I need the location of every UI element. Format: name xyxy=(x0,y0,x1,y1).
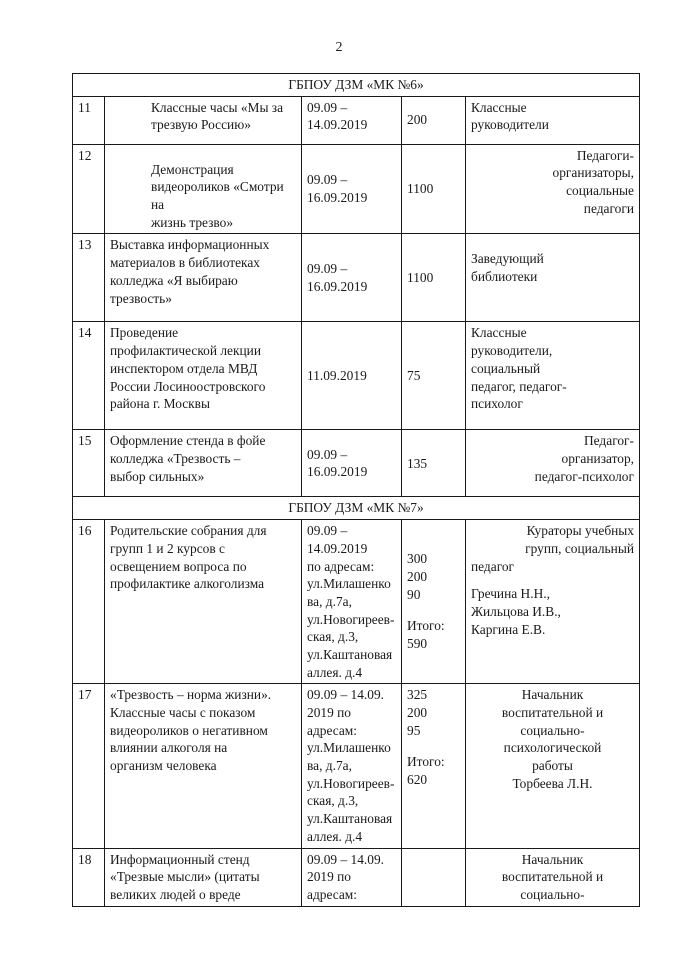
event-cell: Выставка информационных материалов в библиотеках колледжа «Я выбираю трезвость» xyxy=(105,234,302,322)
count-cell: 200 xyxy=(402,96,466,144)
count-cell xyxy=(402,848,466,906)
event-cell: Классные часы «Мы за трезвую Россию» xyxy=(105,96,302,144)
count-cell: 325 200 95 Итого: 620 xyxy=(402,684,466,848)
row-number: 16 xyxy=(73,520,105,684)
responsible-cell: Классные руководители xyxy=(466,96,640,144)
table-row xyxy=(73,520,640,684)
responsible-cell: Заведующий библиотеки xyxy=(466,234,640,322)
table-row xyxy=(73,234,640,322)
date-cell: 09.09 – 14.09. 2019 по адресам: ул.Милашенко ва, д.7а, ул.Новогиреев- ская, д.3, ул.Каштановая аллея. д.4 xyxy=(302,684,402,848)
row-number: 12 xyxy=(73,144,105,234)
table-row xyxy=(73,848,640,906)
date-cell: 09.09 – 14.09.2019 xyxy=(302,96,402,144)
page-number: 2 xyxy=(335,40,343,55)
event-cell: Демонстрация видеороликов «Смотри на жизнь трезво» xyxy=(105,144,302,234)
date-cell: 11.09.2019 xyxy=(302,322,402,430)
section-title: ГБПОУ ДЗМ «МК №6» xyxy=(73,74,640,97)
row-number: 14 xyxy=(73,322,105,430)
table-row xyxy=(73,684,640,848)
section-header xyxy=(73,497,640,520)
date-cell: 09.09 – 16.09.2019 xyxy=(302,234,402,322)
table-row xyxy=(73,96,640,144)
section-header xyxy=(73,74,640,97)
table-row xyxy=(73,144,640,234)
count-cell: 1100 xyxy=(402,234,466,322)
row-number: 18 xyxy=(73,848,105,906)
event-cell: Оформление стенда в фойе колледжа «Трезвость – выбор сильных» xyxy=(105,430,302,497)
date-cell: 09.09 – 16.09.2019 xyxy=(302,430,402,497)
event-cell: Родительские собрания для групп 1 и 2 курсов с освещением вопроса по профилактике алкоголизма xyxy=(105,520,302,684)
count-cell: 300 200 90 Итого: 590 xyxy=(402,520,466,684)
event-cell: Проведение профилактической лекции инспектором отдела МВД России Лосиноостровского района г. Москвы xyxy=(105,322,302,430)
row-number: 11 xyxy=(73,96,105,144)
row-number: 15 xyxy=(73,430,105,497)
events-table xyxy=(72,73,640,907)
date-cell: 09.09 – 14.09.2019 по адресам: ул.Милашенко ва, д.7а, ул.Новогиреев- ская, д.3, ул.Каштановая аллея. д.4 xyxy=(302,520,402,684)
responsible-cell: Педагог- организатор, педагог-психолог xyxy=(466,430,640,497)
date-cell: 09.09 – 14.09. 2019 по адресам: xyxy=(302,848,402,906)
event-cell: Информационный стенд «Трезвые мысли» (цитаты великих людей о вреде xyxy=(105,848,302,906)
count-cell: 75 xyxy=(402,322,466,430)
row-number: 17 xyxy=(73,684,105,848)
responsible-cell: Классные руководители, социальный педагог, педагог- психолог xyxy=(466,322,640,430)
count-cell: 135 xyxy=(402,430,466,497)
table-row xyxy=(73,430,640,497)
section-title: ГБПОУ ДЗМ «МК №7» xyxy=(73,497,640,520)
responsible-cell: Начальник воспитательной и социально- психологической работы Торбеева Л.Н. xyxy=(466,684,640,848)
table-row xyxy=(73,322,640,430)
row-number: 13 xyxy=(73,234,105,322)
responsible-cell: Педагоги- организаторы, социальные педагоги xyxy=(466,144,640,234)
count-cell: 1100 xyxy=(402,144,466,234)
responsible-cell: Кураторы учебных групп, социальный педагог Гречина Н.Н., Жильцова И.В., Каргина Е.В. xyxy=(466,520,640,684)
date-cell: 09.09 – 16.09.2019 xyxy=(302,144,402,234)
responsible-cell: Начальник воспитательной и социально- xyxy=(466,848,640,906)
event-cell: «Трезвость – норма жизни». Классные часы с показом видеороликов о негативном влиянии алкоголя на организм человека xyxy=(105,684,302,848)
